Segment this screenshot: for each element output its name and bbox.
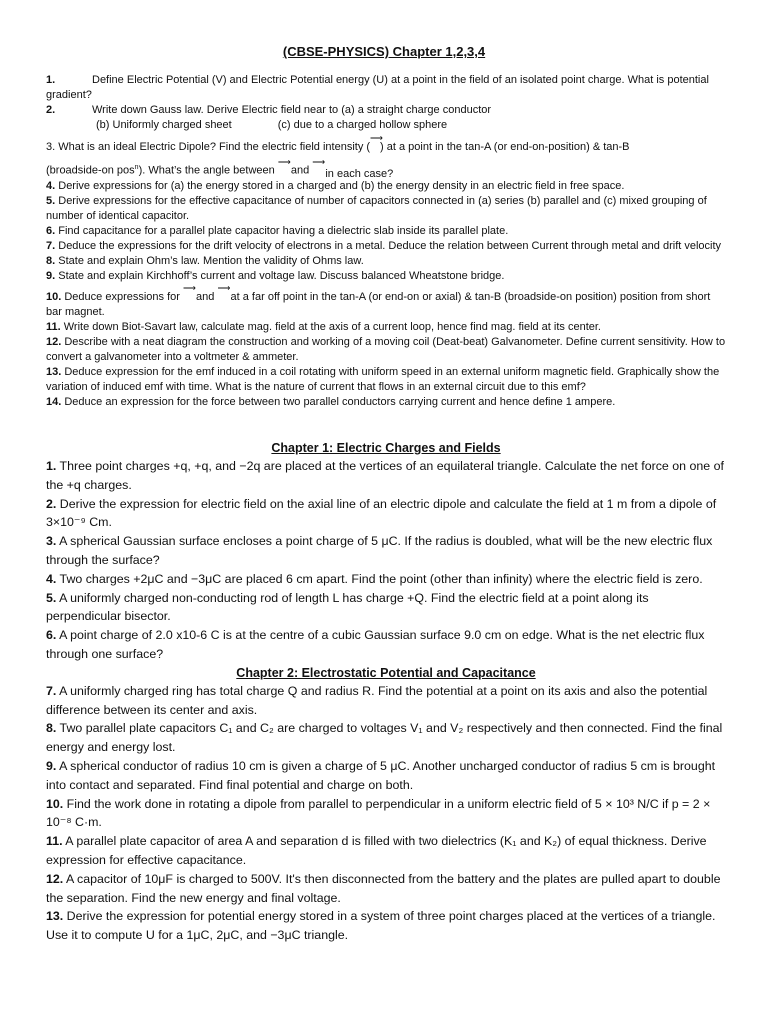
question-text: ). What’s the angle between — [138, 164, 275, 177]
question-text: Deduce expression for the emf induced in a coil rotating with uniform speed in an external uniform magnetic field. Graphically show the variation of induced emf with time. What is the nature of current that flows in an external circuit due to this emf? — [46, 365, 720, 393]
problem-text: A uniformly charged ring has total charge Q and radius R. Find the potential at a point on its axis and also the potential difference between its center and axis. — [46, 683, 708, 717]
problem-number: 6. — [46, 628, 57, 643]
question-text: ) at a point in the tan-A (or end-on-position) & tan-B — [380, 141, 630, 153]
question-number: 1. — [46, 74, 56, 86]
problem-item — [46, 832, 726, 870]
question-text: Describe with a neat diagram the construction and working of a moving coil (Deat-beat) Galvanometer. Define current sensitivity. How to convert a galvanometer into a voltmeter & ammeter. — [46, 335, 726, 363]
question-text: 3. What is an ideal Electric Dipole? Find the electric field intensity ( — [46, 141, 371, 153]
problem-item — [46, 870, 726, 908]
problem-text: Two charges +2μC and −3μC are placed 6 cm apart. Find the point (other than infinity) where the electric field is zero. — [56, 571, 703, 586]
question-9 — [46, 269, 728, 284]
question-number: 5. — [46, 194, 56, 207]
problem-text: Two parallel plate capacitors C₁ and C₂ are charged to voltages V₁ and V₂ respectively and then connected. Find the final energy and energy lost. — [46, 721, 723, 755]
chapter-2-heading: Chapter 2: Electrostatic Potential and Capacitance — [236, 665, 536, 680]
problem-number: 3. — [46, 534, 57, 549]
problem-item — [46, 570, 726, 589]
question-text: Deduce the expressions for the drift velocity of electrons in a metal. Deduce the relation between Current through metal and drift velocity — [58, 239, 722, 252]
question-number: 4. — [46, 179, 56, 192]
problem-item — [46, 719, 726, 757]
question-number: 6. — [46, 224, 56, 237]
question-text: Find capacitance for a parallel plate capacitor having a dielectric slab inside its parallel plate. — [58, 224, 509, 237]
question-text: Deduce expressions for — [64, 290, 180, 303]
problem-number: 8. — [46, 721, 57, 736]
question-text: at a far off point in the tan-A (or end-on or axial) & tan-B (broadside-on position) position from short bar magnet. — [46, 290, 711, 318]
question-1 — [46, 73, 728, 103]
question-7 — [46, 239, 728, 254]
question-text: State and explain Kirchhoff’s current and voltage law. Discuss balanced Wheatstone bridge. — [58, 269, 505, 282]
problem-text: A spherical Gaussian surface encloses a point charge of 5 μC. If the radius is doubled, what will be the new electric flux through the surface? — [46, 534, 713, 567]
question-text: Define Electric Potential (V) and Electric Potential energy (U) at a point in the field of an isolated point charge. What is potential gradient? — [46, 74, 709, 101]
question-text: (b) Uniformly charged sheet — [96, 119, 232, 131]
question-3-cont: (broadside-on pos$^n$). What’s the angle between ⟶ and ⟶ in each case? — [46, 160, 728, 179]
problem-number: 7. — [46, 683, 57, 698]
question-14 — [46, 395, 728, 410]
question-number: 9. — [46, 269, 56, 282]
question-number: 13. — [46, 365, 62, 378]
question-text: and — [196, 290, 215, 303]
problem-item — [46, 907, 726, 945]
problem-item — [46, 626, 726, 664]
question-number: 10. — [46, 290, 62, 303]
question-number: 2. — [46, 104, 56, 116]
problem-number: 13. — [46, 909, 64, 924]
problem-number: 5. — [46, 590, 57, 605]
problem-item — [46, 589, 726, 627]
question-6 — [46, 224, 728, 239]
problem-number: 12. — [46, 871, 64, 886]
question-text: Write down Biot-Savart law, calculate mag. field at the axis of a current loop, hence find mag. field at its center. — [63, 320, 601, 333]
question-text: Deduce an expression for the force between two parallel conductors carrying current and hence define 1 ampere. — [64, 395, 616, 408]
question-list — [46, 73, 728, 410]
problem-text: Derive the expression for electric field on the axial line of an electric dipole and calculate the field at 1 m from a dipole of 3×10⁻⁹ Cm. — [46, 496, 717, 530]
chapter-2-questions — [46, 682, 726, 945]
document-title: (CBSE-PHYSICS) Chapter 1,2,3,4 — [282, 44, 486, 59]
question-text: Derive expressions for (a) the energy stored in a charged and (b) the energy density in an electric field in free space. — [58, 179, 625, 192]
problem-text: A point charge of 2.0 x10-6 C is at the centre of a cubic Gaussian surface 9.0 cm on edge. What is the net electric flux through one surface? — [46, 628, 705, 661]
question-text: State and explain Ohm’s law. Mention the validity of Ohms law. — [58, 254, 364, 267]
question-10 — [46, 290, 728, 320]
question-12 — [46, 335, 728, 365]
problem-text: Find the work done in rotating a dipole from parallel to perpendicular in a uniform electric field of 5 × 10³ N/C if p = 2 × 10⁻⁸ C·m. — [46, 796, 711, 830]
problem-number: 4. — [46, 571, 57, 586]
question-number: 11. — [46, 320, 61, 333]
question-5 — [46, 194, 728, 224]
chapter-sections — [46, 440, 726, 945]
question-2 — [46, 103, 728, 118]
question-8 — [46, 254, 728, 269]
question-number: 8. — [46, 254, 56, 267]
problem-text: A spherical conductor of radius 10 cm is given a charge of 5 μC. Another uncharged conductor of radius 5 cm is brought into contact and separated. Find final potential and charge on both. — [46, 758, 716, 792]
problem-number: 1. — [46, 459, 57, 473]
question-13 — [46, 365, 728, 395]
problem-text: Derive the expression for potential energy stored in a system of three point charges placed at the vertices of a triangle. Use it to compute U for a 1μC, 2μC, and −3μC triangle. — [46, 909, 716, 943]
vector-arrow — [183, 290, 193, 300]
question-2-sub — [46, 118, 728, 133]
chapter-1-heading: Chapter 1: Electric Charges and Fields — [271, 441, 501, 455]
problem-text: A capacitor of 10μF is charged to 500V. It's then disconnected from the battery and the plates are pulled apart to double the separation. Find the new energy and final voltage. — [46, 871, 721, 905]
problem-item — [46, 682, 726, 720]
problem-item — [46, 457, 726, 495]
question-3 — [46, 140, 728, 155]
question-text: (broadside-on pos — [46, 164, 135, 177]
problem-number: 2. — [46, 496, 57, 511]
question-text: Write down Gauss law. Derive Electric field near to (a) a straight charge conductor — [92, 104, 492, 116]
question-text: Derive expressions for the effective capacitance of number of capacitors connected in (a) series (b) parallel and (c) mixed grouping of number of identical capacitor. — [46, 194, 707, 222]
question-text: in each case? — [325, 167, 394, 180]
vector-arrow — [370, 140, 380, 150]
problem-item — [46, 757, 726, 795]
vector-arrow — [278, 164, 288, 174]
vector-arrow — [217, 290, 227, 300]
problem-text: A uniformly charged non-conducting rod of length L has charge +Q. Find the electric field at a point along its perpendicular bisector. — [46, 590, 649, 624]
problem-number: 9. — [46, 758, 57, 773]
vector-arrow — [312, 164, 322, 174]
problem-text: A parallel plate capacitor of area A and separation d is filled with two dielectrics (K₁ and K₂) of equal thickness. Derive expression for effective capacitance. — [46, 834, 707, 867]
problem-number: 10. — [46, 796, 64, 811]
question-text: (c) due to a charged hollow sphere — [277, 119, 448, 131]
problem-item — [46, 795, 726, 833]
problem-item — [46, 532, 726, 570]
problem-item — [46, 495, 726, 533]
chapter-1-questions — [46, 457, 726, 664]
question-number: 12. — [46, 335, 62, 348]
question-number: 14. — [46, 395, 62, 408]
problem-text: Three point charges +q, +q, and −2q are placed at the vertices of an equilateral triangle. Calculate the net force on one of the +q charges. — [46, 459, 724, 492]
problem-number: 11. — [46, 834, 63, 849]
question-4 — [46, 179, 728, 194]
question-number: 7. — [46, 239, 56, 252]
question-text: and — [290, 164, 310, 177]
question-11 — [46, 320, 728, 335]
